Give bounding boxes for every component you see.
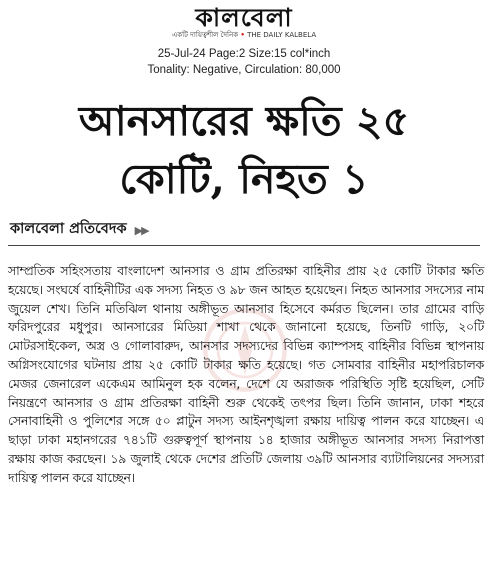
headline-line-2: কোটি, নিহত ১: [119, 155, 369, 203]
tagline-bangla: একটি দায়িত্বশীল দৈনিক: [171, 31, 239, 39]
byline-divider: [8, 245, 480, 246]
masthead: [0, 4, 488, 40]
byline: [10, 218, 478, 242]
clipping-meta-tonality: Tonality: Negative, Circulation: 80,000: [147, 64, 341, 76]
newspaper-logo: কালবেলা: [195, 3, 293, 32]
clipping-meta-date-size: 25-Jul-24 Page:2 Size:15 col*inch: [157, 48, 331, 60]
tagline-dot-icon: •: [240, 31, 245, 39]
masthead-tagline: [0, 31, 488, 40]
tagline-english: THE DAILY KALBELA: [247, 31, 317, 39]
article-body: সাম্প্রতিক সহিংসতায় বাংলাদেশ আনসার ও গ্রাম প্রতিরক্ষা বাহিনীর প্রায় ২৫ কোটি টাকার ক্ষতি হয়েছে। সংঘর্ষে বাহিনীটির এক সদস্য নিহত ও ৯৮ জন আহত হয়েছেন। নিহত আনসার সদস্যের নাম জুয়েল শেখ। তিনি মতিঝিল থানায় অঙ্গীভূত আনসার হিসেবে কর্মরত ছিলেন। তার গ্রামের বাড়ি ফরিদপুরের মধুপুর। আনসারের মিডিয়া শাখা থেকে জানানো হয়েছে, তিনটি গাড়ি, ২০টি মোটরসাইকেল, অস্ত্র ও গোলাবারুদ, আনসার সদস্যদের বিভিন্ন ক্যাম্পসহ বাহিনীর বিভিন্ন স্থাপনায় অগ্নিসংযোগের ঘটনায় প্রায় ২৫ কোটি টাকার ক্ষতি হয়েছে। গত সোমবার বাহিনীর মহাপরিচালক মেজর জেনারেল একেএম আমিনুল হক বলেন, দেশে যে অরাজক পরিস্থিতি সৃষ্টি হয়েছিল, সেটি নিয়ন্ত্রণে আনসার ও গ্রাম প্রতিরক্ষা বাহিনী শুরু থেকেই তৎপর ছিল। তিনি জানান, ঢাকা শহরে সেনাবাহিনী ও পুলিশের সঙ্গে ৫০ প্লাটুন সদস্য আইনশৃঙ্খলা রক্ষায় দায়িত্ব পালন করে যাচ্ছেন। এ ছাড়া ঢাকা মহানগরের ৭৪১টি গুরুত্বপূর্ণ স্থাপনায় ১৪ হাজার অঙ্গীভূত আনসার সদস্য নিরাপত্তা রক্ষায় কাজ করছেন। ১৯ জুলাই থেকে দেশের প্রতিটি জেলায় ৩৯টি আনসার ব্যাটালিয়নের সদস্যরা দায়িত্ব পালন করে যাচ্ছেন।: [8, 263, 484, 485]
byline-text: কালবেলা প্রতিবেদক: [10, 221, 127, 237]
article-headline: [0, 92, 488, 208]
double-arrow-icon: ▶▶: [134, 223, 148, 237]
headline-line-1: আনসারের ক্ষতি ২৫: [78, 97, 410, 145]
